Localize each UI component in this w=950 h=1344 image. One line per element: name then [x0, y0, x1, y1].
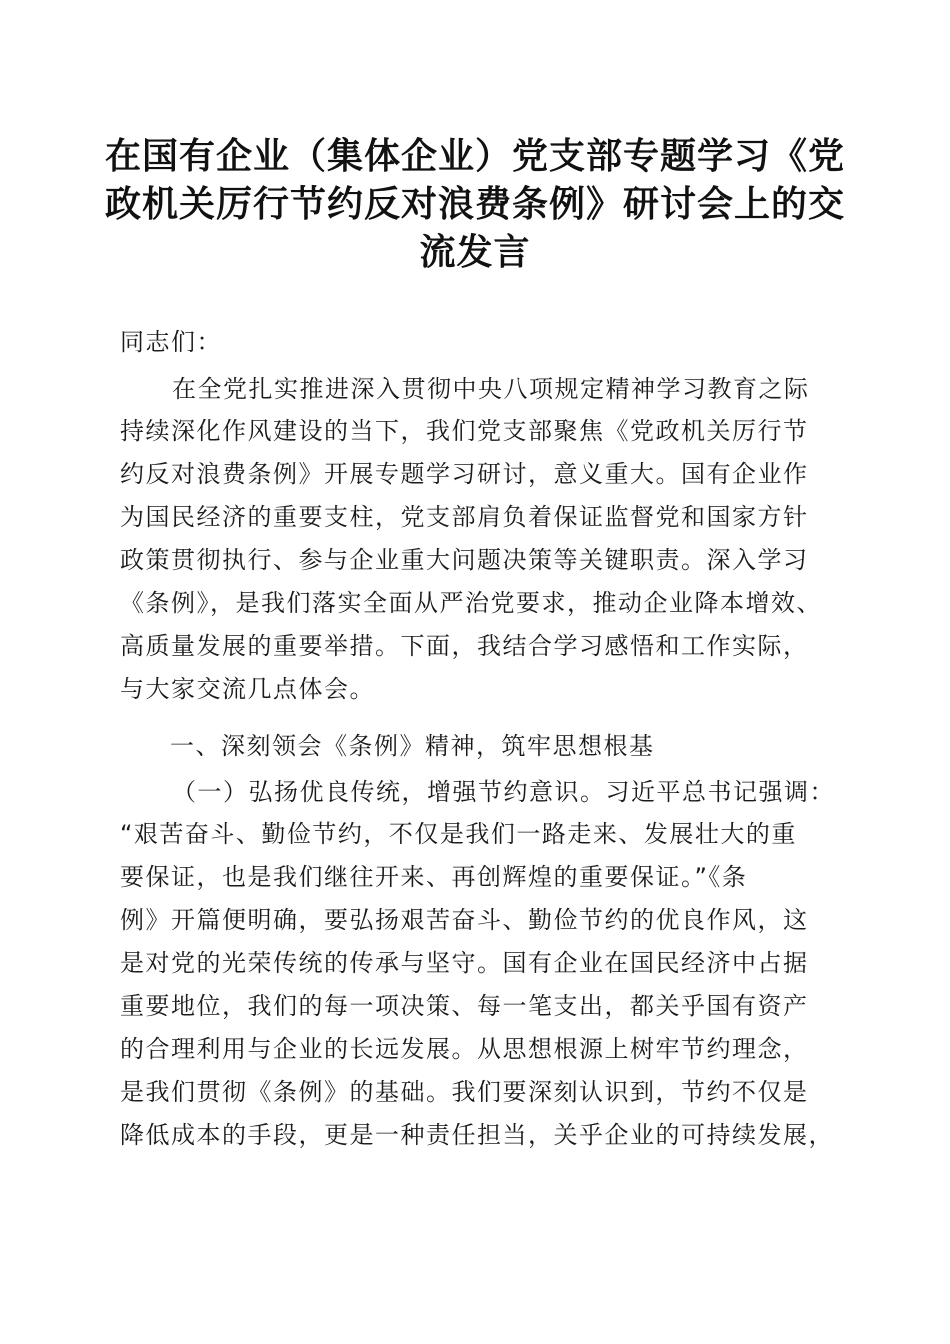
- paragraph-line: 是我们贯彻《条例》的基础。我们要深刻认识到，节约不仅是: [120, 1078, 809, 1106]
- paragraph-line: 为国民经济的重要支柱，党支部肩负着保证监督党和国家方针: [120, 503, 809, 531]
- paragraph-line: 重要地位，我们的每一项决策、每一笔支出，都关乎国有资产: [120, 992, 809, 1020]
- paragraph-line: 的合理利用与企业的长远发展。从思想根源上树牢节约理念，: [120, 1035, 809, 1063]
- paragraph-line: 约反对浪费条例》开展专题学习研讨，意义重大。国有企业作: [120, 460, 809, 488]
- title-line: 流发言: [419, 231, 531, 273]
- paragraph-line: （一）弘扬优良传统，增强节约意识。习近平总书记强调：: [172, 778, 835, 806]
- paragraph-line: “艰苦奋斗、勤俭节约，不仅是我们一路走来、发展壮大的重: [120, 820, 797, 848]
- section-heading: 一、深刻领会《条例》精神，筑牢思想根基: [170, 732, 655, 760]
- paragraph-line: 例》开篇便明确，要弘扬艰苦奋斗、勤俭节约的优良作风，这: [120, 906, 809, 934]
- paragraph-line: 《条例》，是我们落实全面从严治党要求，推动企业降本增效、: [120, 589, 822, 617]
- title-line: 在国有企业（集体企业）党支部专题学习《党: [104, 135, 845, 177]
- document-title: [100, 132, 850, 276]
- paragraph-line: 降低成本的手段，更是一种责任担当，关乎企业的可持续发展，: [120, 1121, 834, 1149]
- paragraph-line: 高质量发展的重要举措。下面，我结合学习感悟和工作实际，: [120, 632, 809, 660]
- paragraph-line: 在全党扎实推进深入贯彻中央八项规定精神学习教育之际: [172, 375, 810, 403]
- paragraph-line: 持续深化作风建设的当下，我们党支部聚焦《党政机关厉行节: [120, 417, 809, 445]
- salutation: 同志们：: [120, 328, 222, 356]
- paragraph-line: 政策贯彻执行、参与企业重大问题决策等关键职责。深入学习: [120, 546, 809, 574]
- paragraph-line: 与大家交流几点体会。: [120, 675, 375, 703]
- paragraph-line: 是对党的光荣传统的传承与坚守。国有企业在国民经济中占据: [120, 949, 809, 977]
- paragraph-line: 要保证，也是我们继往开来、再创辉煌的重要保证。”《条: [120, 863, 748, 891]
- title-line: 政机关厉行节约反对浪费条例》研讨会上的交: [104, 183, 845, 225]
